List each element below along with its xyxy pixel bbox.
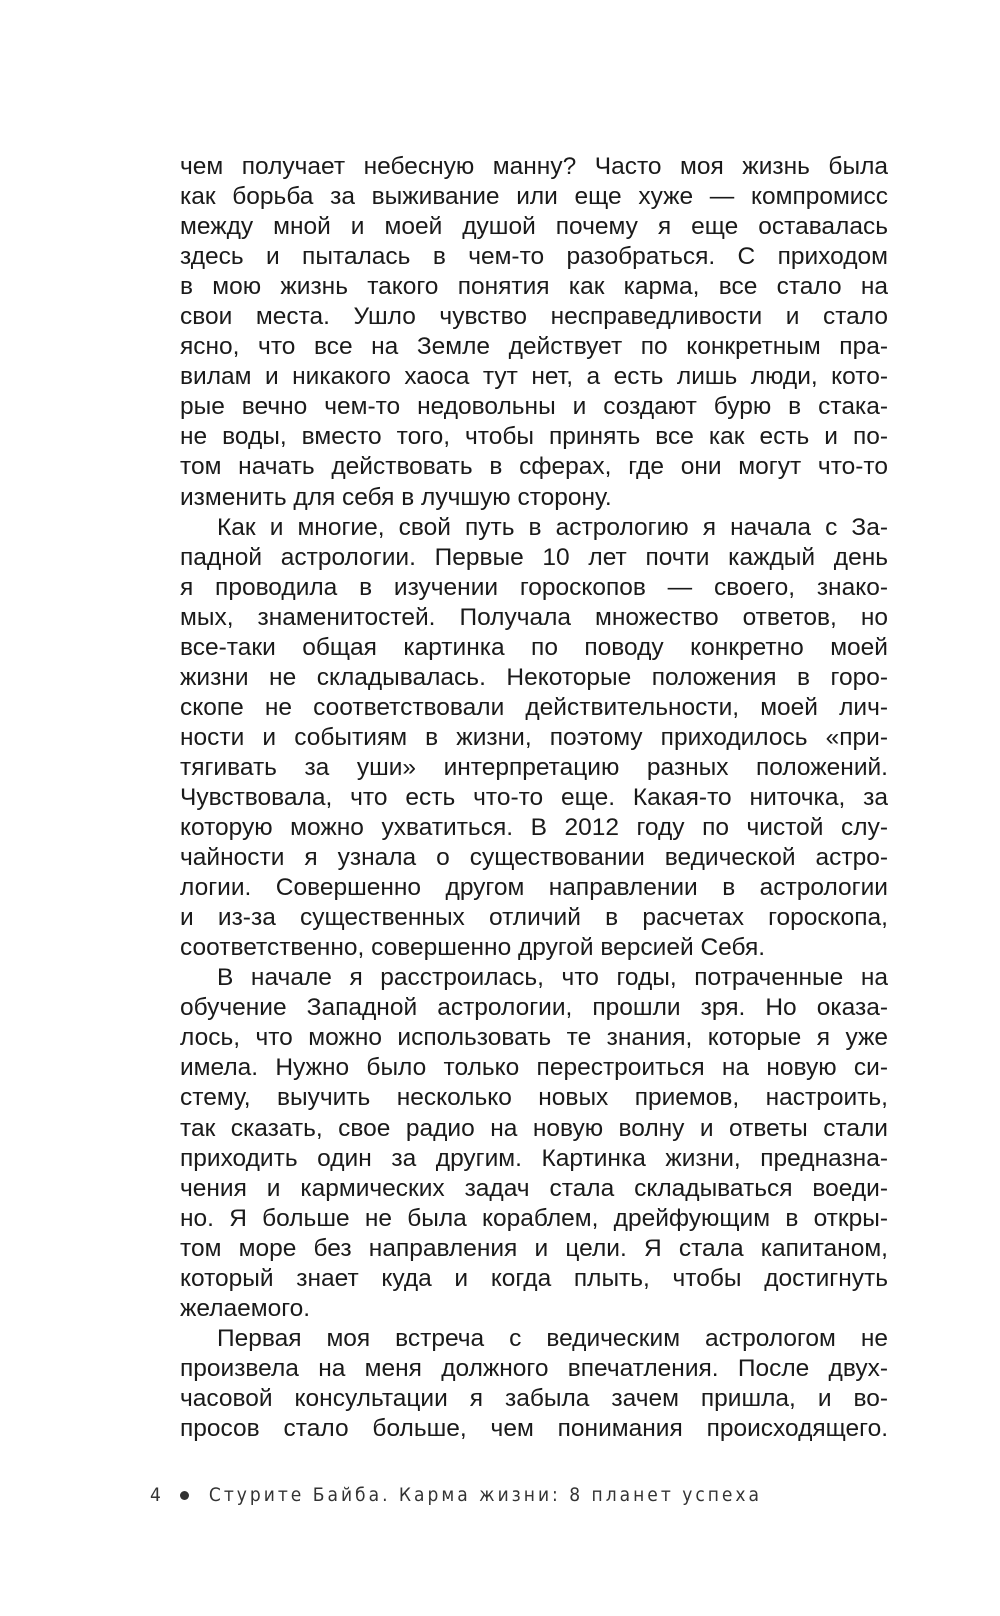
text-line: между мной и моей душой почему я еще оставалась <box>180 213 888 241</box>
text-line: Как и многие, свой путь в астрологию я начала с За- <box>217 513 888 541</box>
text-line: но. Я больше не была кораблем, дрейфующим в откры- <box>180 1204 888 1232</box>
text-line: часовой консультации я забыла зачем пришла, и во- <box>180 1384 888 1412</box>
text-line: приходить один за другим. Картинка жизни, предназна- <box>180 1144 888 1172</box>
text-line: Чувствовала, что есть что-то еще. Какая-то ниточка, за <box>180 783 888 811</box>
text-line: обучение Западной астрологии, прошли зря. Но оказа- <box>180 994 888 1022</box>
text-line: мых, знаменитостей. Получала множество ответов, но <box>180 603 888 631</box>
text-line: не воды, вместо того, чтобы принять все как есть и по- <box>180 423 888 451</box>
text-line: я проводила в изучении гороскопов — своего, знако- <box>180 573 888 601</box>
text-line: чайности я узнала о существовании ведической астро- <box>180 844 888 872</box>
text-line: все-таки общая картинка по поводу конкретно моей <box>180 633 888 661</box>
text-line: ности и событиям в жизни, поэтому приходилось «при- <box>180 723 888 751</box>
text-line: просов стало больше, чем понимания происходящего. <box>180 1414 888 1442</box>
text-line: том море без направления и цели. Я стала капитаном, <box>180 1234 888 1262</box>
text-line: которую можно ухватиться. В 2012 году по чистой слу- <box>180 814 888 842</box>
text-line: в мою жизнь такого понятия как карма, все стало на <box>180 273 888 301</box>
text-line: падной астрологии. Первые 10 лет почти каждый день <box>180 543 888 571</box>
body-text <box>180 152 888 1444</box>
text-line: В начале я расстроилась, что годы, потраченные на <box>217 964 888 992</box>
text-line: как борьба за выживание или еще хуже — компромисс <box>180 183 888 211</box>
text-line: лось, что можно использовать те знания, которые я уже <box>180 1024 888 1052</box>
text-line: так сказать, свое радио на новую волну и ответы стали <box>180 1114 888 1142</box>
page-footer <box>150 1484 762 1506</box>
page-number: 4 <box>150 1484 164 1506</box>
text-line: логии. Совершенно другом направлении в астрологии <box>180 874 888 902</box>
text-line: изменить для себя в лучшую сторону. <box>180 483 612 511</box>
text-line: Первая моя встреча с ведическим астрологом не <box>217 1324 888 1352</box>
running-title: Стурите Байба. Карма жизни: 8 планет успеха <box>208 1484 763 1506</box>
text-line: скопе не соответствовали действительности, моей лич- <box>180 693 888 721</box>
text-line: чем получает небесную манну? Часто моя жизнь была <box>180 153 888 180</box>
text-line: здесь и пыталась в чем-то разобраться. С приходом <box>180 243 888 271</box>
text-line: стему, выучить несколько новых приемов, настроить, <box>180 1084 888 1112</box>
bullet-separator-icon <box>180 1491 189 1500</box>
text-line: свои места. Ушло чувство несправедливости и стало <box>180 303 888 331</box>
text-line: тягивать за уши» интерпретацию разных положений. <box>180 753 888 781</box>
text-line: и из-за существенных отличий в расчетах гороскопа, <box>180 904 888 932</box>
text-line: имела. Нужно было только перестроиться на новую си- <box>180 1054 888 1082</box>
text-line: желаемого. <box>180 1294 311 1322</box>
text-line: том начать действовать в сферах, где они могут что-то <box>180 453 888 481</box>
text-line: чения и кармических задач стала складываться воеди- <box>180 1174 888 1202</box>
text-line: соответственно, совершенно другой версией Себя. <box>180 934 766 962</box>
text-line: жизни не складывалась. Некоторые положения в горо- <box>180 663 888 691</box>
text-line: ясно, что все на Земле действует по конкретным пра- <box>180 333 888 361</box>
text-line: рые вечно чем-то недовольны и создают бурю в стака- <box>180 393 888 421</box>
text-line: вилам и никакого хаоса тут нет, а есть лишь люди, кото- <box>180 363 888 391</box>
text-line: произвела на меня должного впечатления. После двух- <box>180 1354 888 1382</box>
text-line: который знает куда и когда плыть, чтобы достигнуть <box>180 1264 888 1292</box>
